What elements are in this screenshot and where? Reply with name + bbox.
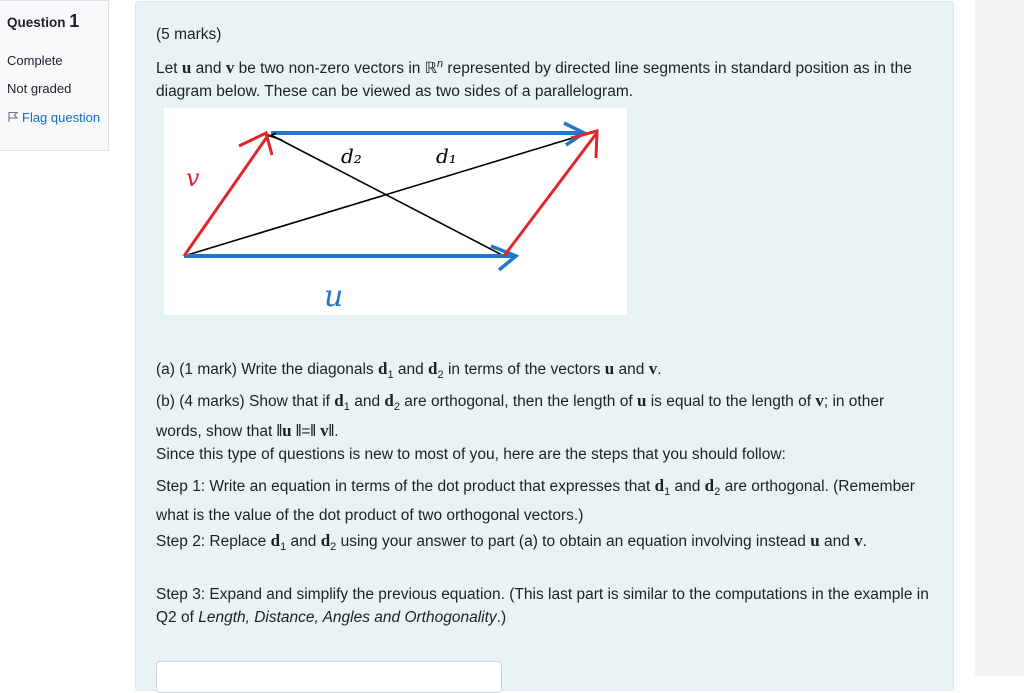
- parallelogram-diagram: [164, 108, 627, 315]
- part-a-text: (a) (1 mark) Write the diagonals $d_1$ and $d_2$ in terms of the vectors u and v.: [156, 359, 662, 382]
- step-1-text: Step 1: Write an equation in terms of the dot product that expresses that $d_1$ and $d_2$ are orthogonal. (Remember what is the value of the dot product of two orthogonal vectors.): [156, 476, 915, 525]
- vector-v-line: [184, 134, 269, 256]
- right-red-side: [504, 134, 596, 256]
- label-d1: d₁: [436, 144, 457, 168]
- marks-label: (5 marks): [156, 26, 222, 43]
- label-d2: d₂: [341, 144, 362, 168]
- flag-question-label[interactable]: Flag question: [22, 110, 101, 125]
- flag-question-link[interactable]: [7, 108, 102, 127]
- right-red-arrowhead: [571, 131, 597, 158]
- page-gutter: [975, 0, 1024, 676]
- instructions-intro: Since this type of questions is new to most of you, here are the steps that you should follow:: [156, 446, 786, 463]
- vector-u: u: [181, 58, 192, 78]
- question-state: Complete: [7, 53, 63, 68]
- question-number-value: 1: [69, 11, 80, 31]
- question-label: Question: [7, 15, 66, 30]
- reference-title: Length, Distance, Angles and Orthogonality: [198, 609, 497, 626]
- diagonal-d2: [271, 135, 504, 256]
- part-b-text: (b) (4 marks) Show that if $d_1$ and $d_2$ are orthogonal, then the length of u is equal to the length of v; in other words, show that ‖u ‖=‖ v‖.: [156, 391, 885, 441]
- answer-editor[interactable]: [156, 661, 502, 693]
- intro-text: Let u and v be two non-zero vectors in ℝ$^n$ represented by directed line segments in standard position as in the diagram below. These can be viewed as two sides of a parallelogram.: [156, 58, 912, 101]
- question-number: [7, 11, 79, 32]
- label-u: u: [324, 279, 344, 314]
- parallelogram-svg: [164, 108, 627, 315]
- flag-icon: [7, 109, 19, 121]
- question-info-panel: [0, 0, 109, 151]
- real-symbol: ℝ: [424, 60, 437, 78]
- question-grade: Not graded: [7, 81, 72, 96]
- vector-v: v: [225, 58, 235, 78]
- step-3-text: Step 3: Expand and simplify the previous equation. (This last part is similar to the computations in the example in Q2 of Length, Distance, Angles and Orthogonality.): [156, 586, 929, 626]
- step-2-text: Step 2: Replace $d_1$ and $d_2$ using your answer to part (a) to obtain an equation involving instead u and v.: [156, 531, 867, 554]
- label-v: v: [186, 164, 200, 192]
